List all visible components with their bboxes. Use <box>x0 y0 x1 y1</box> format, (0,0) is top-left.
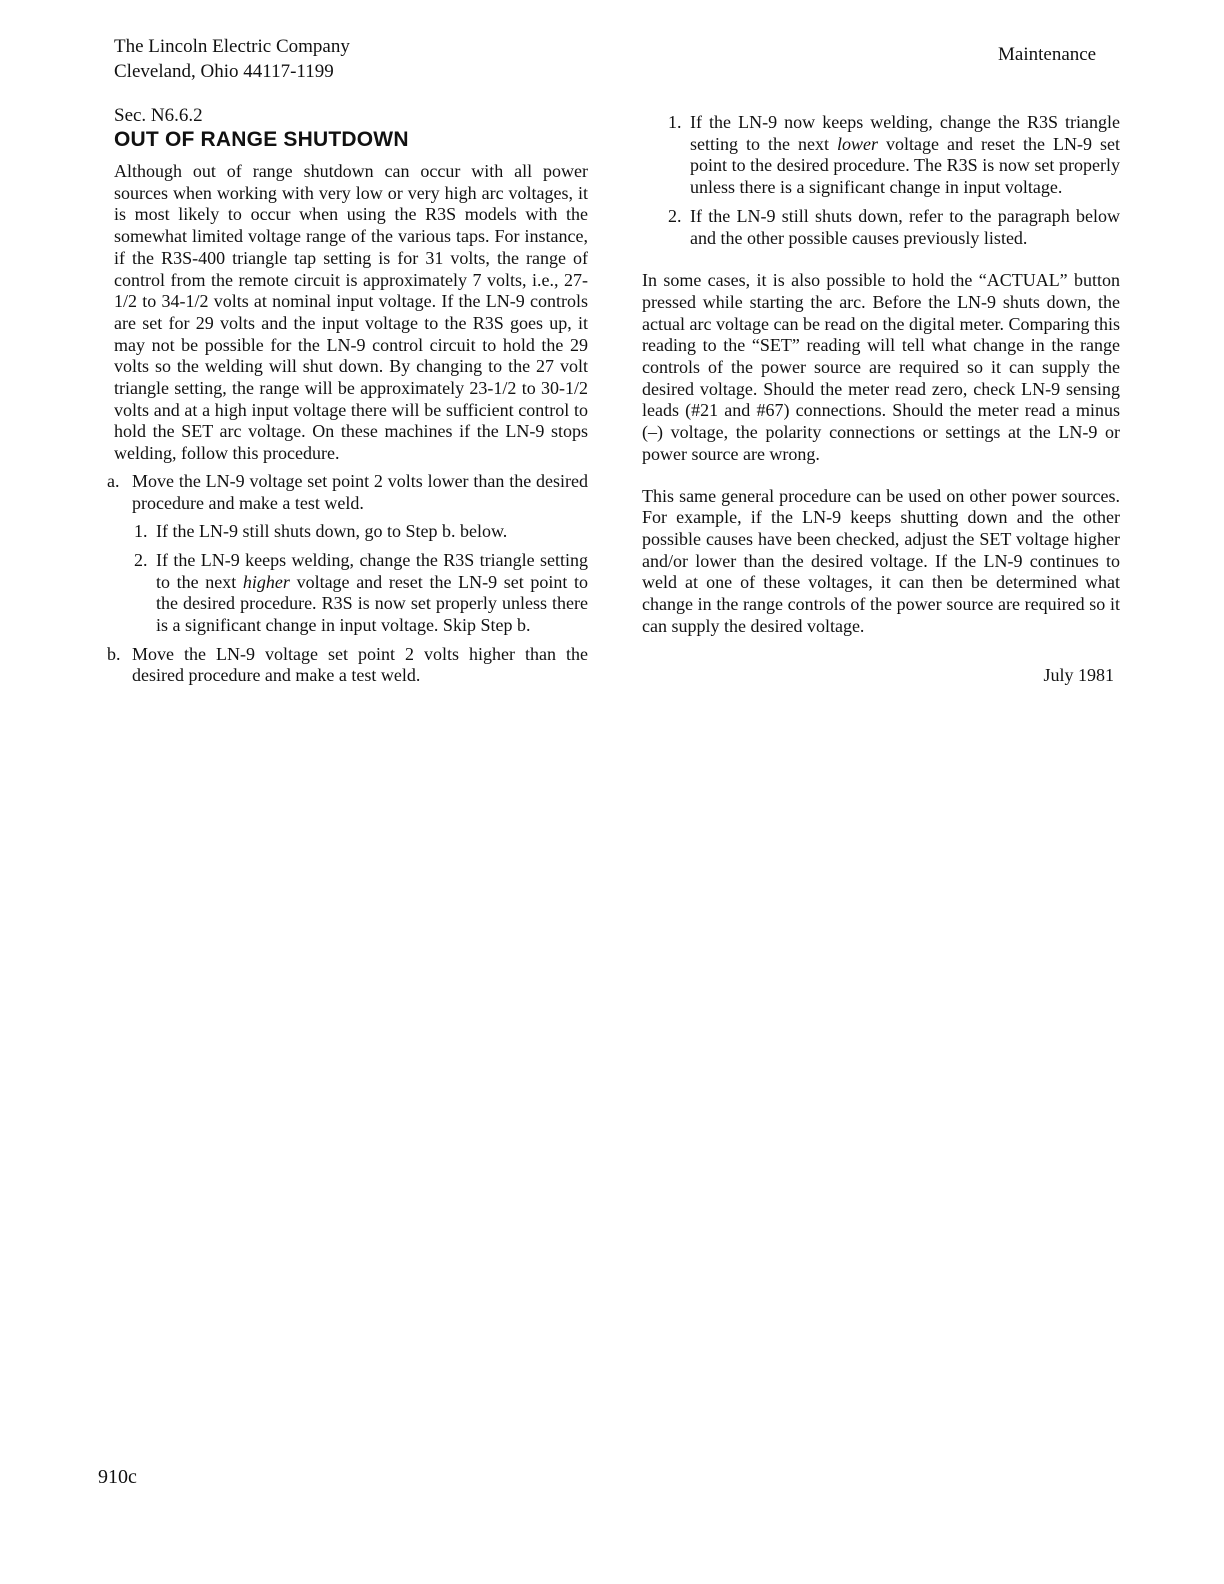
intro-paragraph: Although out of range shutdown can occur with all power sources when working with very low or very high arc voltages, it is most likely to occur when using the R3S models with the somewhat limited voltage range of the various taps. For instance, if the R3S-400 triangle tap setting is for 31 volts, the range of control from the remote circuit is approximately 7 volts, i.e., 27-1/2 to 34-1/2 volts at nominal input voltage. If the LN-9 controls are set for 29 volts and the input voltage to the R3S goes up, it may not be possible for the LN-9 control circuit to hold the 29 volts so the welding will shut down. By changing to the 27 volt triangle setting, the range will be approximately 23-1/2 to 30-1/2 volts and at a high input voltage there will be sufficient control to hold the SET arc voltage. On these machines if the LN-9 stops welding, follow this procedure. <box>114 161 588 464</box>
spacer <box>642 472 1120 486</box>
step-a-sub-2 <box>114 550 588 637</box>
step-a <box>107 470 588 514</box>
publication-date: July 1981 <box>1043 665 1114 686</box>
step-b-sub-1-emphasis: lower <box>837 133 879 154</box>
section-label: Maintenance <box>998 44 1097 65</box>
step-a-sub-2-post: voltage and reset the LN-9 set point to the desired procedure. R3S is now set properly unless there is a significant change in input voltage. Skip Step b. <box>156 571 588 636</box>
page-number: 910c <box>98 1466 137 1488</box>
step-b-sub-1-pre: If the LN-9 now keeps welding, change the R3S triangle setting to the next <box>690 112 1120 154</box>
right-column <box>642 112 1120 686</box>
step-b-marker: b. <box>107 643 121 664</box>
step-a-text: Move the LN-9 voltage set point 2 volts lower than the desired procedure and make a test weld. <box>132 470 588 513</box>
company-city: Cleveland, Ohio 44117-1199 <box>114 61 334 82</box>
step-a-sub-1-text: If the LN-9 still shuts down, go to Step b. below. <box>156 521 508 542</box>
step-a-sub-2-emphasis: higher <box>242 571 290 592</box>
spacer <box>642 256 1120 270</box>
company-name: The Lincoln Electric Company <box>114 36 350 57</box>
step-b-sub-1 <box>642 112 1120 199</box>
step-b-sub-2-text: If the LN-9 still shuts down, refer to the paragraph below and the other possible causes previously listed. <box>690 205 1120 248</box>
company-address <box>114 34 350 84</box>
general-paragraph: This same general procedure can be used on other power sources. For example, if the LN-9 keeps shutting down and the other possible causes have been checked, adjust the SET voltage higher and/or lower than the desired voltage. If the LN-9 continues to weld at one of these voltages, it can then be determined what change in the range controls of the power source are required so it can supply the desired voltage. <box>642 485 1120 636</box>
step-b-sub-2-marker: 2. <box>668 205 682 226</box>
step-a-sub-1-marker: 1. <box>134 521 148 542</box>
left-column <box>107 105 588 694</box>
step-a-sub-2-marker: 2. <box>134 549 148 570</box>
page-title: OUT OF RANGE SHUTDOWN <box>114 128 409 151</box>
actual-paragraph: In some cases, it is also possible to hold the “ACTUAL” button pressed while starting the arc. Before the LN-9 shuts down, the actual arc voltage can be read on the digital meter. Comparing this reading to the “SET” reading will tell what change in the range controls of the power source are required so it can supply the desired voltage. Should the meter read zero, check LN-9 sensing leads (#21 and #67) connections. Should the meter read a minus (–) voltage, the polarity connections or settings at the LN-9 or power source are wrong. <box>642 270 1120 464</box>
step-b-sub-1-marker: 1. <box>668 112 682 132</box>
step-b-sub-1-post: voltage and reset the LN-9 set point to the desired procedure. The R3S is now set properly unless there is a significant change in input voltage. <box>690 133 1120 198</box>
section-number: Sec. N6.6.2 <box>114 105 203 126</box>
step-b-text: Move the LN-9 voltage set point 2 volts higher than the desired procedure and make a test weld. <box>132 643 588 686</box>
step-a-sub-1 <box>114 521 588 543</box>
step-a-marker: a. <box>107 470 120 491</box>
step-b-sub-2 <box>642 206 1120 249</box>
step-a-sub-2-pre: If the LN-9 keeps welding, change the R3S triangle setting to the next <box>156 549 588 592</box>
step-b <box>107 643 588 687</box>
